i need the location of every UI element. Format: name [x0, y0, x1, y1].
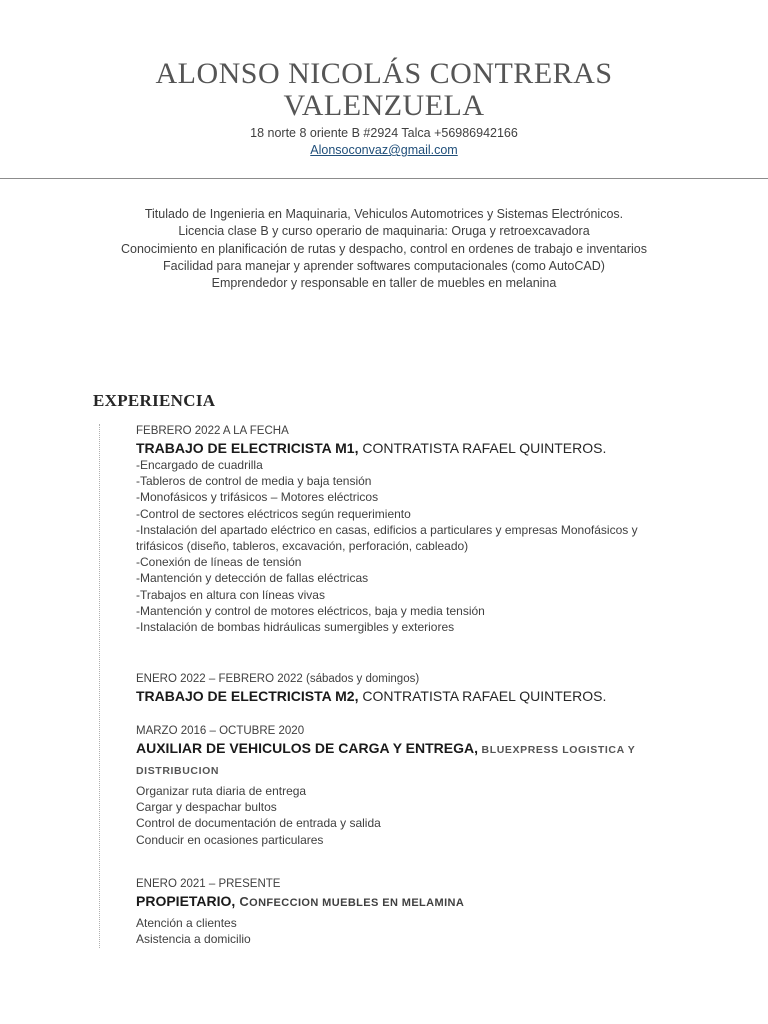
job-entry-2: [136, 671, 696, 705]
job-title-line: [136, 739, 696, 759]
job-company-continued: [136, 760, 696, 780]
list-item: -Trabajos en altura con líneas vivas: [136, 587, 325, 602]
job-role: PROPIETARIO,: [136, 893, 236, 909]
job-date: ENERO 2021 – PRESENTE: [136, 878, 281, 890]
list-item: -Instalación del apartado eléctrico en casas, edificios a particulares y empresas Monofásicos y trifásicos (diseño, tableros, excavación, perforación, cableado): [136, 522, 638, 554]
list-item: -Conexión de líneas de tensión: [136, 555, 302, 570]
job-entry-1: [136, 423, 696, 635]
job-title-line: [136, 687, 696, 705]
list-item: Conducir en ocasiones particulares: [136, 832, 324, 847]
name-line-1: ALONSO NICOLÁS CONTRERAS: [155, 57, 613, 90]
email-line: [0, 143, 768, 157]
job-date: FEBRERO 2022 A LA FECHA: [136, 425, 289, 437]
job-title-line: [136, 892, 696, 912]
list-item: -Monofásicos y trifásicos – Motores eléctricos: [136, 490, 379, 505]
job-company: CONTRATISTA RAFAEL QUINTEROS.: [358, 688, 607, 704]
profile-summary: [110, 206, 658, 292]
summary-line: Titulado de Ingenieria en Maquinaria, Vehiculos Automotrices y Sistemas Electrónicos.: [144, 207, 624, 221]
list-item: Organizar ruta diaria de entrega: [136, 784, 307, 798]
candidate-name: [0, 58, 768, 122]
job-company: CONTRATISTA RAFAEL QUINTEROS.: [358, 440, 607, 456]
list-item: Control de documentación de entrada y salida: [136, 816, 381, 831]
list-item: -Instalación de bombas hidráulicas sumergibles y exteriores: [136, 620, 455, 635]
summary-line: Emprendedor y responsable en taller de muebles en melanina: [211, 276, 557, 291]
job-entry-4: [136, 876, 696, 947]
job-role: TRABAJO DE ELECTRICISTA M1,: [136, 440, 359, 456]
list-item: -Mantención y detección de fallas eléctricas: [136, 571, 369, 586]
list-item: -Mantención y control de motores eléctricos, baja y media tensión: [136, 603, 485, 618]
header-divider: [0, 178, 768, 179]
job-company: BLUEXPRESS LOGISTICA Y: [478, 744, 636, 756]
job-company: ONFECCION MUEBLES EN MELAMINA: [249, 897, 465, 909]
job-role: TRABAJO DE ELECTRICISTA M2,: [136, 688, 359, 704]
list-item: Asistencia a domicilio: [136, 932, 251, 947]
contact-line: 18 norte 8 oriente B #2924 Talca +56986942166: [250, 126, 518, 140]
job-date: ENERO 2022 – FEBRERO 2022 (sábados y domingos): [136, 673, 420, 685]
job-entry-3: [136, 723, 696, 848]
timeline-line: [99, 424, 100, 948]
summary-line: Conocimiento en planificación de rutas y despacho, control en ordenes de trabajo e inventarios: [120, 241, 648, 256]
list-item: Cargar y despachar bultos: [136, 800, 277, 815]
list-item: Atención a clientes: [136, 916, 237, 930]
email-link[interactable]: Alonsoconvaz@gmail.com: [310, 143, 458, 157]
experience-heading: EXPERIENCIA: [93, 391, 216, 410]
list-item: -Tableros de control de media y baja tensión: [136, 474, 372, 489]
list-item: -Encargado de cuadrilla: [136, 458, 263, 472]
job-title-line: [136, 439, 696, 457]
job-role: AUXILIAR DE VEHICULOS DE CARGA Y ENTREGA,: [136, 740, 479, 756]
job-company-initial: C: [235, 894, 250, 909]
name-line-2: VALENZUELA: [283, 89, 485, 122]
job-date: MARZO 2016 – OCTUBRE 2020: [136, 725, 305, 737]
summary-line: Licencia clase B y curso operario de maquinaria: Oruga y retroexcavadora: [178, 224, 590, 239]
list-item: -Control de sectores eléctricos según requerimiento: [136, 506, 411, 521]
job-company-line-2: DISTRIBUCION: [136, 765, 220, 777]
summary-line: Facilidad para manejar y aprender softwares computacionales (como AutoCAD): [163, 258, 605, 273]
